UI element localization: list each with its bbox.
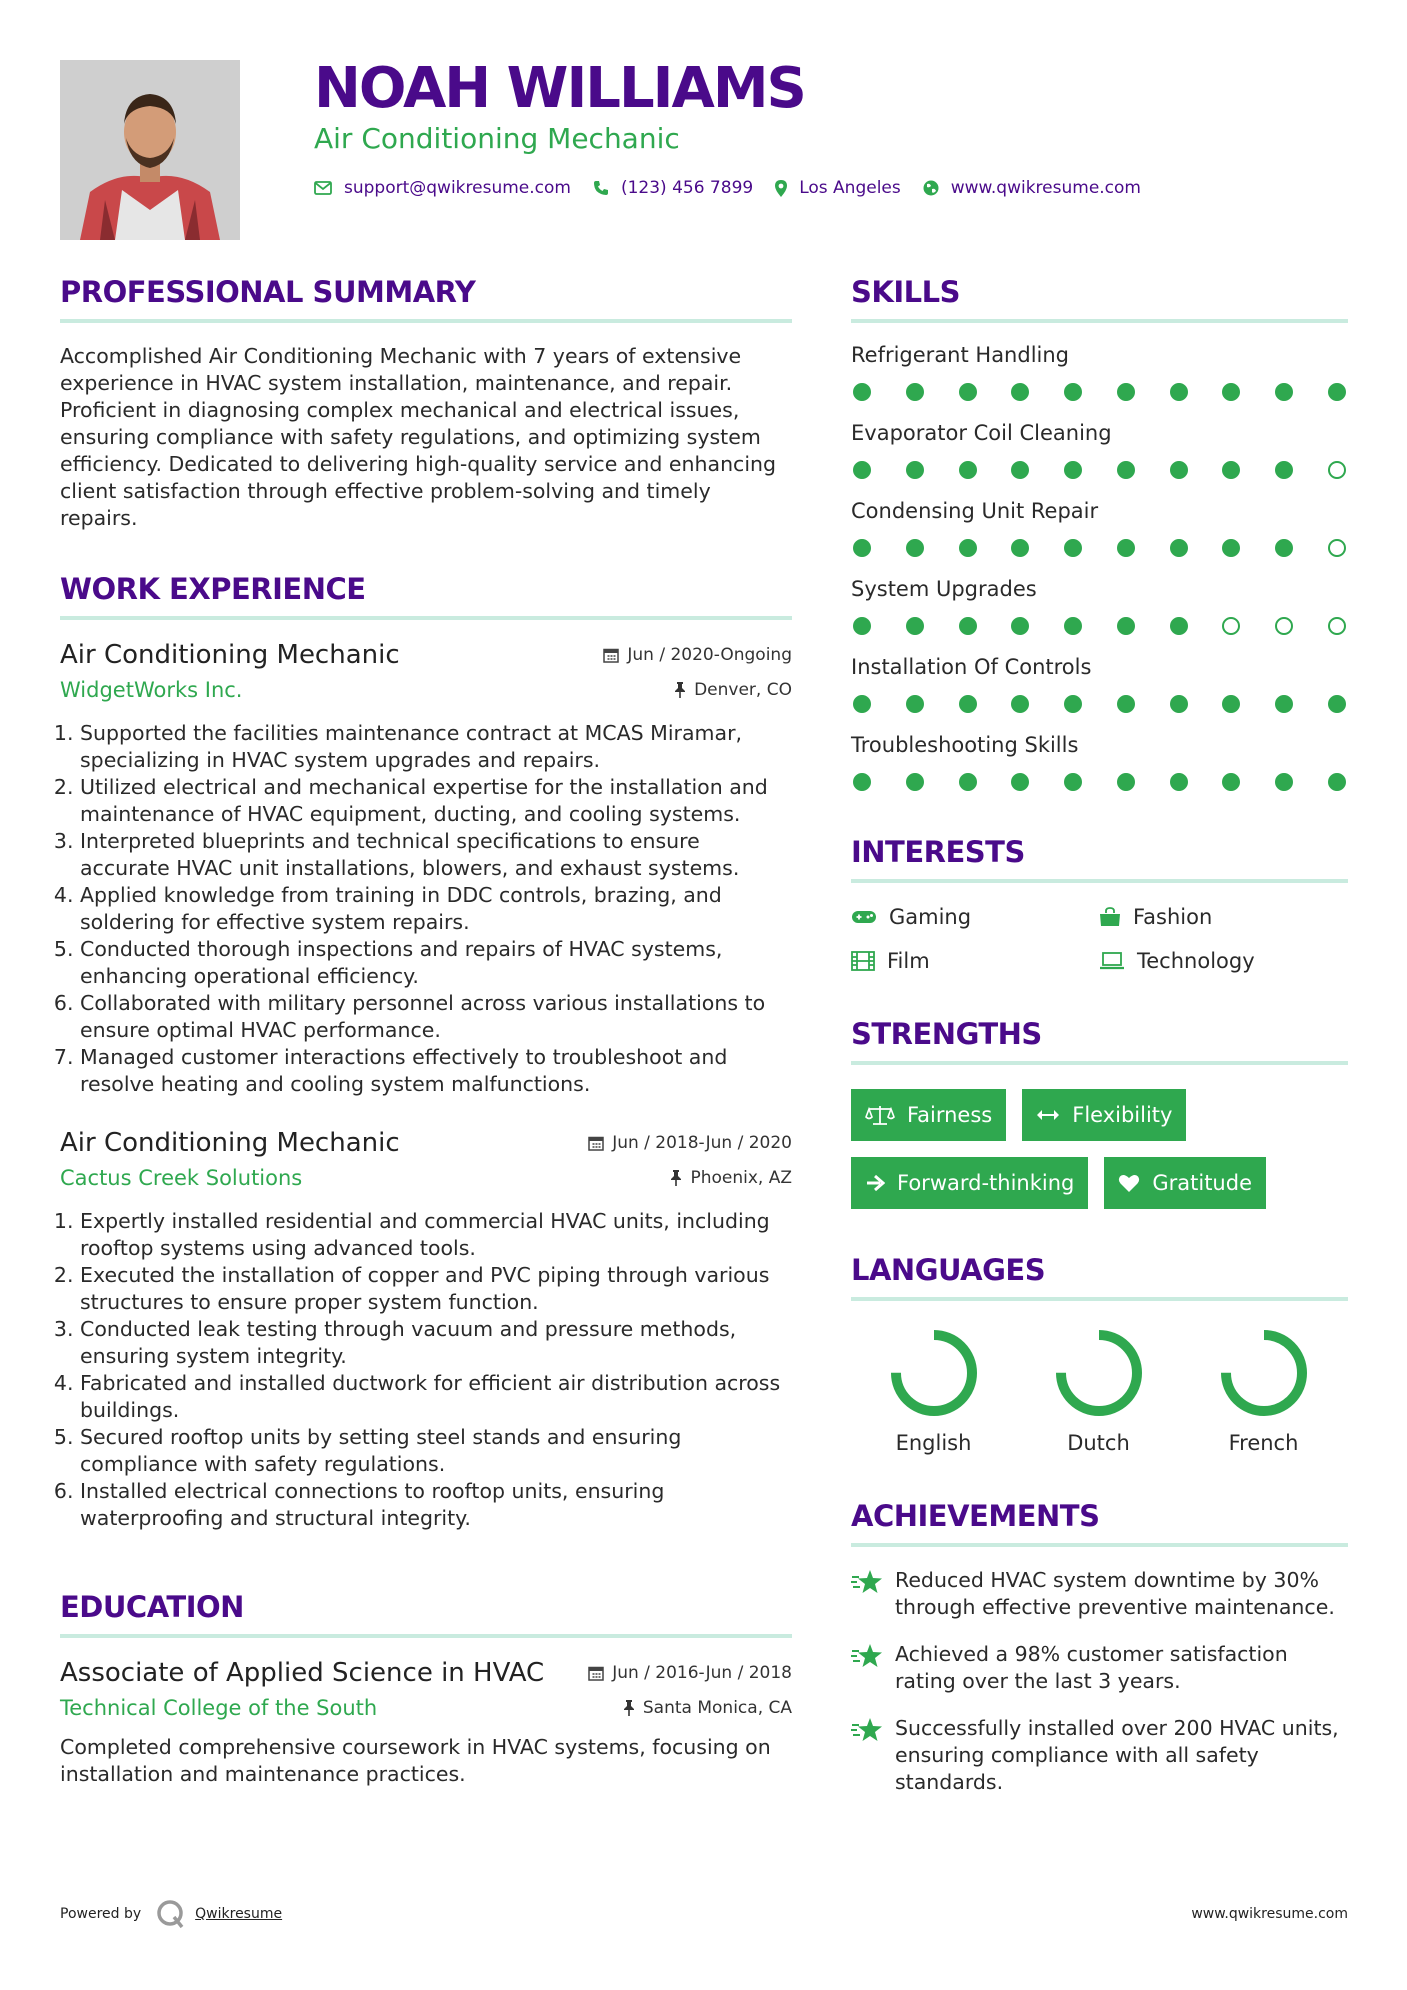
rating-dot-filled — [906, 539, 924, 557]
skill-name: Refrigerant Handling — [851, 343, 1070, 367]
shopping-bag-icon — [1099, 907, 1121, 927]
job-date-text: Jun / 2018-Jun / 2020 — [612, 1133, 792, 1153]
strength-label: Gratitude — [1152, 1171, 1252, 1195]
achievements-heading: ACHIEVEMENTS — [851, 1499, 1348, 1547]
rating-dot-filled — [959, 617, 977, 635]
rating-dot-filled — [853, 461, 871, 479]
skill-rating — [851, 695, 1348, 713]
phone-icon — [593, 180, 609, 196]
rating-dot-filled — [1064, 383, 1082, 401]
profile-photo-image — [60, 60, 240, 240]
strengths-heading: STRENGTHS — [851, 1017, 1348, 1065]
heart-icon — [1118, 1173, 1140, 1193]
rating-dot-filled — [1170, 773, 1188, 791]
rating-dot-filled — [1328, 695, 1346, 713]
rating-dot-filled — [959, 539, 977, 557]
list-item: 3. Conducted leak testing through vacuum and pressure methods, ensuring system integrity. — [80, 1316, 792, 1370]
website-text: www.qwikresume.com — [950, 178, 1141, 198]
calendar-icon — [603, 647, 619, 663]
language-item — [1016, 1327, 1181, 1455]
achievement-item — [851, 1641, 1348, 1695]
list-item: 1. Supported the facilities maintenance contract at MCAS Miramar, specializing in HVAC system upgrades and repairs. — [80, 720, 792, 774]
rating-dot-filled — [1170, 539, 1188, 557]
list-item: 2. Utilized electrical and mechanical expertise for the installation and maintenance of HVAC equipment, ducting, and cooling systems. — [80, 774, 792, 828]
rating-dot-filled — [853, 773, 871, 791]
education-location-text: Santa Monica, CA — [642, 1698, 792, 1718]
education-entry — [60, 1658, 792, 1788]
contact-bar — [314, 178, 1163, 198]
rating-dot-filled — [1064, 695, 1082, 713]
film-icon — [851, 951, 875, 971]
school-name: Technical College of the South — [60, 1696, 378, 1720]
star-icon — [851, 1643, 883, 1669]
language-proficiency-ring — [1218, 1327, 1310, 1419]
language-proficiency-ring — [888, 1327, 980, 1419]
right-column — [851, 275, 1348, 1796]
interest-label: Gaming — [889, 905, 972, 929]
job-location — [670, 1168, 792, 1188]
skills-list — [851, 343, 1348, 791]
rating-dot-filled — [1117, 461, 1135, 479]
rating-dot-filled — [959, 461, 977, 479]
rating-dot-filled — [1011, 695, 1029, 713]
job-title: Air Conditioning Mechanic — [60, 1128, 400, 1158]
star-icon — [851, 1569, 883, 1595]
interest-item — [851, 905, 1099, 929]
rating-dot-filled — [1011, 383, 1029, 401]
skills-heading: SKILLS — [851, 275, 1348, 323]
rating-dot-filled — [1011, 617, 1029, 635]
language-item — [1181, 1327, 1346, 1455]
job-bullets — [60, 720, 792, 1098]
footer-website[interactable]: www.qwikresume.com — [1191, 1906, 1348, 1922]
rating-dot-filled — [853, 539, 871, 557]
skill-rating — [851, 617, 1348, 635]
arrows-horizontal-icon — [1036, 1108, 1060, 1122]
achievement-item — [851, 1715, 1348, 1796]
rating-dot-filled — [1117, 617, 1135, 635]
rating-dot-filled — [1170, 695, 1188, 713]
rating-dot-filled — [959, 695, 977, 713]
interests-list — [851, 905, 1348, 973]
education-date — [588, 1663, 792, 1683]
rating-dot-filled — [1117, 695, 1135, 713]
rating-dot-filled — [1328, 773, 1346, 791]
strength-badge — [851, 1089, 1006, 1141]
education-location — [623, 1698, 792, 1718]
rating-dot-empty — [1328, 539, 1346, 557]
rating-dot-empty — [1328, 617, 1346, 635]
summary-text: Accomplished Air Conditioning Mechanic with 7 years of extensive experience in HVAC system installation, maintenance, and repair. Proficient in diagnosing complex mechanical and electrical issues, ensuring compliance with safety regulations, and optimizing system efficiency. Dedicated to delivering high-quality service and enhancing client satisfaction through effective problem-solving and timely repairs. — [60, 344, 777, 530]
job-entry — [60, 640, 792, 1098]
rating-dot-filled — [1064, 539, 1082, 557]
education-date-text: Jun / 2016-Jun / 2018 — [612, 1663, 792, 1683]
languages-list — [851, 1327, 1348, 1455]
list-item: 4. Applied knowledge from training in DDC controls, brazing, and soldering for effective system repairs. — [80, 882, 792, 936]
rating-dot-filled — [959, 383, 977, 401]
candidate-name: NOAH WILLIAMS — [314, 56, 805, 121]
rating-dot-filled — [1222, 695, 1240, 713]
proficiency-arc — [1061, 1335, 1137, 1411]
skill-name: Troubleshooting Skills — [851, 733, 1079, 757]
rating-dot-filled — [1064, 617, 1082, 635]
laptop-icon — [1099, 952, 1125, 970]
job-location — [674, 680, 792, 700]
pushpin-icon — [674, 682, 686, 698]
skill-name: Condensing Unit Repair — [851, 499, 1099, 523]
star-icon — [851, 1717, 883, 1743]
rating-dot-filled — [1117, 383, 1135, 401]
language-proficiency-ring — [1053, 1327, 1145, 1419]
experience-heading: WORK EXPERIENCE — [60, 572, 792, 620]
rating-dot-filled — [906, 383, 924, 401]
job-entry — [60, 1128, 792, 1532]
job-date — [588, 1133, 792, 1153]
degree-title: Associate of Applied Science in HVAC — [60, 1658, 545, 1688]
interest-item — [851, 949, 1099, 973]
contact-email[interactable] — [314, 178, 571, 198]
interest-label: Technology — [1137, 949, 1255, 973]
contact-website[interactable] — [923, 178, 1141, 198]
arrow-right-icon — [865, 1174, 885, 1192]
footer-powered-by — [60, 1898, 282, 1930]
rating-dot-filled — [1275, 383, 1293, 401]
rating-dot-filled — [906, 773, 924, 791]
languages-heading: LANGUAGES — [851, 1253, 1348, 1301]
skill-item — [851, 343, 1348, 401]
pushpin-icon — [623, 1700, 635, 1716]
job-company: Cactus Creek Solutions — [60, 1166, 303, 1190]
list-item: 2. Executed the installation of copper and PVC piping through various structures to ensure proper system function. — [80, 1262, 792, 1316]
summary-heading: PROFESSIONAL SUMMARY — [60, 275, 792, 323]
globe-icon — [923, 180, 939, 196]
skill-rating — [851, 773, 1348, 791]
language-name: Dutch — [1067, 1431, 1130, 1455]
rating-dot-filled — [906, 461, 924, 479]
list-item: 4. Fabricated and installed ductwork for efficient air distribution across buildings. — [80, 1370, 792, 1424]
skill-name: System Upgrades — [851, 577, 1037, 601]
skill-item — [851, 421, 1348, 479]
language-name: English — [895, 1431, 972, 1455]
calendar-icon — [588, 1135, 604, 1151]
strength-label: Fairness — [907, 1103, 993, 1127]
gamepad-icon — [851, 909, 877, 925]
rating-dot-filled — [1117, 539, 1135, 557]
achievement-text: Achieved a 98% customer satisfaction rating over the last 3 years. — [895, 1642, 1288, 1693]
rating-dot-filled — [1011, 539, 1029, 557]
rating-dot-filled — [853, 617, 871, 635]
powered-by-text: Powered by — [60, 1906, 142, 1922]
strengths-list — [851, 1089, 1348, 1209]
qwikresume-logo-icon — [155, 1898, 187, 1930]
rating-dot-filled — [1222, 461, 1240, 479]
strength-label: Flexibility — [1072, 1103, 1173, 1127]
skill-item — [851, 655, 1348, 713]
job-bullets — [60, 1208, 792, 1532]
skill-rating — [851, 383, 1348, 401]
skill-item — [851, 577, 1348, 635]
balance-scale-icon — [865, 1104, 895, 1126]
rating-dot-filled — [1222, 773, 1240, 791]
calendar-icon — [588, 1665, 604, 1681]
proficiency-arc — [1226, 1335, 1302, 1411]
rating-dot-filled — [1117, 773, 1135, 791]
achievement-item — [851, 1567, 1348, 1621]
email-text: support@qwikresume.com — [344, 178, 571, 198]
interest-item — [1099, 905, 1347, 929]
skill-item — [851, 733, 1348, 791]
education-heading: EDUCATION — [60, 1590, 792, 1638]
rating-dot-filled — [853, 383, 871, 401]
qwikresume-link[interactable]: Qwikresume — [195, 1906, 283, 1922]
list-item: 7. Managed customer interactions effectively to troubleshoot and resolve heating and cooling system malfunctions. — [80, 1044, 792, 1098]
left-column — [60, 275, 792, 1788]
education-description: Completed comprehensive coursework in HVAC systems, focusing on installation and maintenance practices. — [60, 1735, 771, 1786]
strength-badge — [1104, 1157, 1266, 1209]
profile-photo — [60, 60, 240, 240]
skill-name: Installation Of Controls — [851, 655, 1092, 679]
rating-dot-filled — [1064, 773, 1082, 791]
job-date-text: Jun / 2020-Ongoing — [627, 645, 792, 665]
interest-label: Film — [887, 949, 930, 973]
contact-location — [775, 178, 901, 198]
list-item: 6. Installed electrical connections to rooftop units, ensuring waterproofing and structural integrity. — [80, 1478, 792, 1532]
interest-label: Fashion — [1133, 905, 1213, 929]
rating-dot-filled — [1275, 773, 1293, 791]
rating-dot-filled — [1328, 383, 1346, 401]
list-item: 1. Expertly installed residential and commercial HVAC units, including rooftop systems using advanced tools. — [80, 1208, 792, 1262]
phone-text: (123) 456 7899 — [620, 178, 754, 198]
rating-dot-filled — [853, 695, 871, 713]
rating-dot-empty — [1328, 461, 1346, 479]
rating-dot-filled — [906, 617, 924, 635]
rating-dot-filled — [1011, 773, 1029, 791]
strength-badge — [1022, 1089, 1186, 1141]
rating-dot-filled — [906, 695, 924, 713]
strength-badge — [851, 1157, 1088, 1209]
rating-dot-filled — [1275, 539, 1293, 557]
job-location-text: Phoenix, AZ — [690, 1168, 792, 1188]
list-item: 3. Interpreted blueprints and technical specifications to ensure accurate HVAC unit installations, blowers, and exhaust systems. — [80, 828, 792, 882]
language-item — [851, 1327, 1016, 1455]
rating-dot-filled — [1222, 383, 1240, 401]
skill-name: Evaporator Coil Cleaning — [851, 421, 1112, 445]
rating-dot-filled — [1275, 461, 1293, 479]
contact-phone[interactable] — [593, 178, 753, 198]
job-company: WidgetWorks Inc. — [60, 678, 243, 702]
achievement-text: Successfully installed over 200 HVAC units, ensuring compliance with all safety standards. — [895, 1716, 1339, 1794]
job-title: Air Conditioning Mechanic — [60, 640, 400, 670]
rating-dot-filled — [1170, 383, 1188, 401]
location-text: Los Angeles — [799, 178, 901, 198]
list-item: 5. Conducted thorough inspections and repairs of HVAC systems, enhancing operational efficiency. — [80, 936, 792, 990]
job-date — [603, 645, 792, 665]
interests-heading: INTERESTS — [851, 835, 1348, 883]
list-item: 6. Collaborated with military personnel across various installations to ensure optimal HVAC performance. — [80, 990, 792, 1044]
rating-dot-filled — [1170, 617, 1188, 635]
rating-dot-empty — [1275, 617, 1293, 635]
rating-dot-filled — [1064, 461, 1082, 479]
map-marker-icon — [775, 180, 787, 197]
achievement-text: Reduced HVAC system downtime by 30% through effective preventive maintenance. — [895, 1568, 1335, 1619]
envelope-icon — [314, 181, 332, 195]
rating-dot-empty — [1222, 617, 1240, 635]
skill-item — [851, 499, 1348, 557]
job-location-text: Denver, CO — [694, 680, 792, 700]
rating-dot-filled — [959, 773, 977, 791]
strength-label: Forward-thinking — [897, 1171, 1075, 1195]
language-name: French — [1228, 1431, 1299, 1455]
rating-dot-filled — [1011, 461, 1029, 479]
rating-dot-filled — [1170, 461, 1188, 479]
interest-item — [1099, 949, 1347, 973]
rating-dot-filled — [1275, 695, 1293, 713]
achievements-list — [851, 1567, 1348, 1796]
skill-rating — [851, 539, 1348, 557]
candidate-title: Air Conditioning Mechanic — [314, 122, 680, 155]
list-item: 5. Secured rooftop units by setting steel stands and ensuring compliance with safety regulations. — [80, 1424, 792, 1478]
proficiency-arc — [896, 1335, 972, 1411]
pushpin-icon — [670, 1170, 682, 1186]
rating-dot-filled — [1222, 539, 1240, 557]
skill-rating — [851, 461, 1348, 479]
